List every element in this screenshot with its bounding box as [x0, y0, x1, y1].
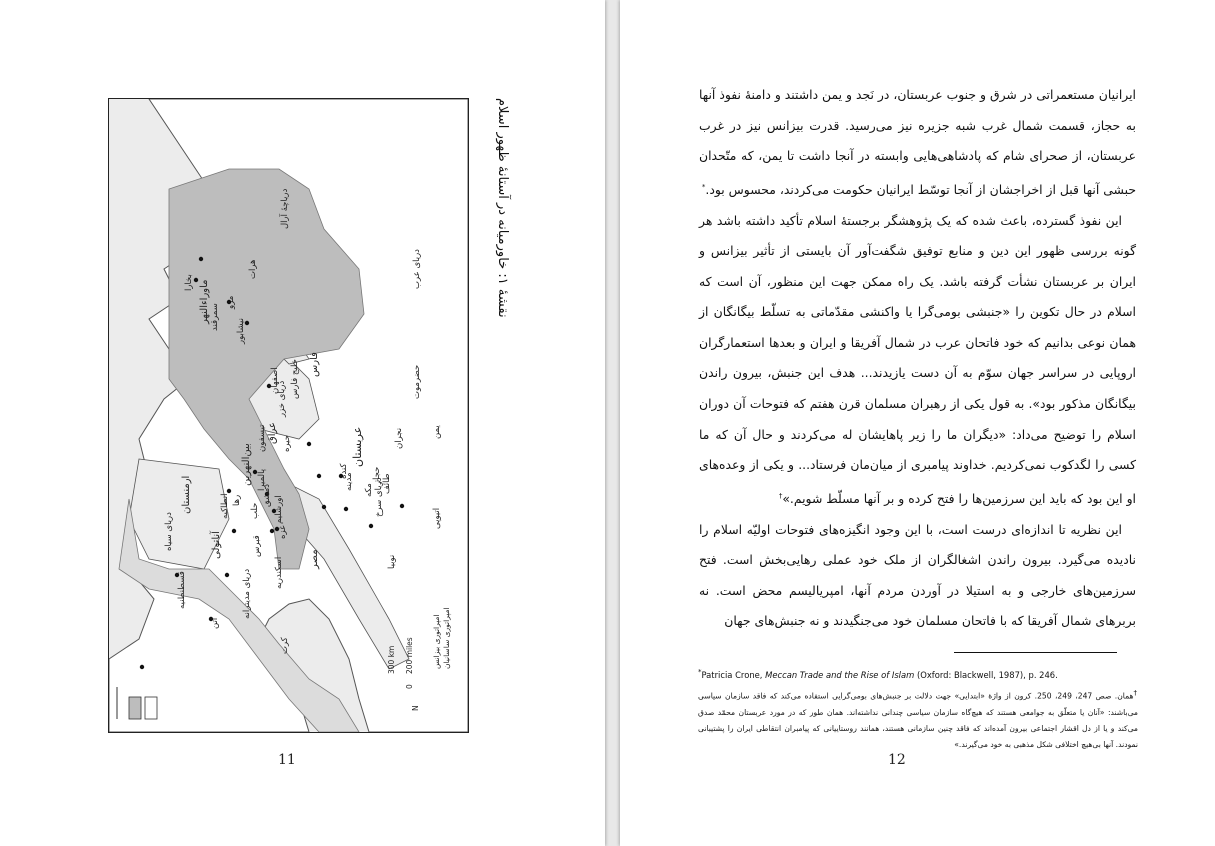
city-dot: [317, 474, 321, 478]
city-dot: [344, 507, 348, 511]
north-arrow: N: [411, 705, 420, 711]
city-dot: [194, 278, 198, 282]
label-neyshabur: نیشابور: [236, 318, 246, 344]
label-arabian-sea: دریای عرب: [412, 249, 422, 289]
label-alexandria: اسکندریه: [274, 556, 284, 589]
city-dot: [369, 524, 373, 528]
label-persian-gulf: خلیج فارس: [290, 359, 300, 399]
label-aleppo: حلب: [250, 502, 260, 519]
label-yemen: یمن: [432, 425, 442, 439]
label-herat: هرات: [248, 259, 258, 279]
city-dot: [199, 257, 203, 261]
label-kinda: کنده: [339, 463, 349, 479]
scale-zero-label: 0: [405, 684, 414, 689]
label-aral: دریاچهٔ آرال: [280, 188, 290, 229]
label-mecca: مکه: [364, 483, 374, 497]
city-dot: [232, 529, 236, 533]
paragraph-2: این نفوذ گسترده، باعث شده که یک پژوهشگر برجستهٔ اسلام تأکید داشته باشد هر گونه بررسی ظهور این دین و منابع توفیق شگفت‌آور آن بایستی از تأثیر بیزانس و ایران بر عربستان نشأت گرفته باشد. یک راه ممکن جهت این منظور، آن است که اسلام در حال تکوین را «جنبشی بومی‌گرا یا واکنشی مقدّماتی به تسلّط بیگانگان از همان نوعی بدانیم که خود فاتحان عرب در شمال آفریقا و ایران و بعدها استعمارگران اروپایی در سراسر جهان سوّم به آن دست یازیدند... هدف این جنبش، بیرون راندن بیگانگان مذکور بود». به قول یکی از رهبران مسلمان قرن هفتم که فتوحات آن دوران اسلام را توضیح می‌داد: «دیگران ما را زیر پاهایشان له می‌کردند و حال آن که ما کسی را لگدکوب نمی‌کردیم. خداوند پیامبری از میان‌مان فرستاد... و یکی از وعده‌های او این بود که باید این سرزمین‌ها را فتح کرده و بر آنها مسلّط شویم.»†: [699, 212, 1136, 506]
label-edessa: رها: [232, 494, 242, 506]
paragraph-3: این نظریه تا اندازه‌ای درست است، با این وجود انگیزه‌های فتوحات اولیّه اسلام را نادیده می‌گیرد. بیرون راندن اشغالگران از ملک خود عملی رهایی‌بخش است. فتح سرزمین‌های خارجی و به استیلا در آوردن مردم آنها، امپریالیسم محض است. نه بربرهای شمال آفریقا که با فاتحان مسلمان خود می‌جنگیدند و نه جنبش‌های جهان: [699, 521, 1136, 629]
label-fars: فارس: [309, 352, 320, 377]
legend-sasanian-swatch: [129, 697, 141, 719]
legend-byzantine-swatch: [145, 697, 157, 719]
city-dot: [307, 442, 311, 446]
label-iraq: عراق: [267, 421, 278, 444]
label-anatolia: آناتولی: [211, 531, 222, 559]
label-taif: طائف: [382, 473, 392, 494]
label-mesopotamia: بین‌النهرین: [241, 443, 252, 486]
label-ctesiphon: تیسفون: [257, 424, 267, 452]
label-red-sea: دریای سرخ: [374, 477, 384, 517]
label-black-sea: دریای سیاه: [164, 512, 174, 551]
label-constantinople: قسطنطنیه: [177, 571, 187, 609]
label-damascus: دمشق: [262, 483, 272, 507]
map-title-text: نقشهٔ ۱: خاورمیانه در آستانهٔ ظهور اسلام: [495, 98, 510, 318]
label-armenia: ارمنستان: [181, 475, 192, 514]
legend-byzantine-label: امپراتوری بیزانس: [432, 614, 441, 669]
right-page: [620, 0, 1215, 846]
label-medina: مدینه: [344, 472, 354, 491]
scale-miles-label: 200 miles: [405, 637, 414, 674]
middle-east-map: [109, 99, 468, 732]
footnote-divider: [954, 652, 1117, 653]
page-number-right: 12: [888, 752, 906, 768]
paragraph-1: ایرانیان مستعمراتی در شرق و جنوب عربستان، در نَجد و یمن داشتند و دامنهٔ نفوذ آنها به حجاز، قسمت شمال غرب شبه جزیره نیز می‌رسید. قدرت بیزانس نیز در غرب عربستان، از صحرای شام که پادشاهی‌هایی وابسته در آنجا داشت تا یمن، که متّحدان حبشی آنها قبل از اخراجشان از آنجا توسّط ایرانیان حکومت می‌کردند، محسوس بود.*: [699, 87, 1136, 197]
label-arabia: عربستان: [351, 426, 364, 467]
label-nubia: نوبیا: [387, 554, 397, 569]
city-dot: [227, 489, 231, 493]
city-dot: [225, 573, 229, 577]
label-crete: کرت: [280, 637, 290, 654]
label-antioch: انطاکیه: [220, 493, 230, 519]
body-text: [699, 80, 1136, 637]
label-hadramawt: حضرموت: [412, 364, 422, 399]
footnote-2: †همان. صص 247، 249، 250. کرون از واژهٔ «ابتدایی» جهت دلالت بر جنبش‌های بومی‌گرایی استفاده می‌کند که فاقد سازمان سیاسی می‌باشند: «آنان یا متعلّق به جوامعی هستند که هیچ‌گاه سازمان سیاسی چندانی نداشته‌اند. همان طور که در مورد عربستان محمّد صدق می‌کند و یا از دل اقشار اجتماعی بیرون آمده‌اند که فاقد چنین سازمانی هستند، همانند روستاییانی که پیامبران انتقاطی ایران را پشتیبانی نمودند. آنها بی‌هیچ اختلافی شکل مذهبی به خود می‌گیرند.»: [698, 689, 1138, 749]
label-najran: نجران: [394, 427, 404, 449]
label-athens: آتن: [210, 617, 220, 629]
label-gaza: غزه: [278, 525, 288, 539]
label-hira: حیره: [282, 435, 292, 452]
footnote-ref-1[interactable]: *: [701, 182, 706, 191]
city-dot: [140, 665, 144, 669]
label-caspian: دریای خزر: [277, 380, 287, 417]
city-dot: [400, 504, 404, 508]
label-hejaz: حجاز: [372, 466, 382, 484]
label-ethiopia: اتیوپی: [432, 507, 442, 529]
footnote-1: *Patricia Crone, Meccan Trade and the Rise of Islam (Oxford: Blackwell, 1987), p. 246.: [698, 668, 1058, 680]
label-jerusalem: اورشلیم: [274, 495, 284, 524]
label-palmyra: پالمیرا: [257, 468, 267, 491]
label-cyprus: قبرس: [252, 535, 262, 557]
label-marv: مرو: [226, 295, 236, 309]
page-number-left: 11: [278, 752, 296, 768]
map-caption: [455, 98, 533, 352]
label-samarkand: سمرقند: [210, 303, 220, 331]
city-dot: [270, 529, 274, 533]
label-bukhara: بخارا: [184, 274, 194, 291]
footnote-ref-2[interactable]: †: [778, 491, 783, 500]
left-page: [0, 0, 605, 846]
city-dot: [322, 505, 326, 509]
label-egypt: مصر: [309, 549, 320, 569]
label-mediterranean: دریای مدیترانه: [242, 568, 252, 619]
map-figure: [108, 98, 469, 733]
label-isfahan: اصفهان: [270, 367, 280, 394]
legend-sasanian-label: امپراتوری ساسانیان: [442, 607, 451, 669]
label-maverannahr: ماوراءالنهر: [199, 279, 210, 324]
scale-km-label: 300 km: [387, 645, 396, 674]
